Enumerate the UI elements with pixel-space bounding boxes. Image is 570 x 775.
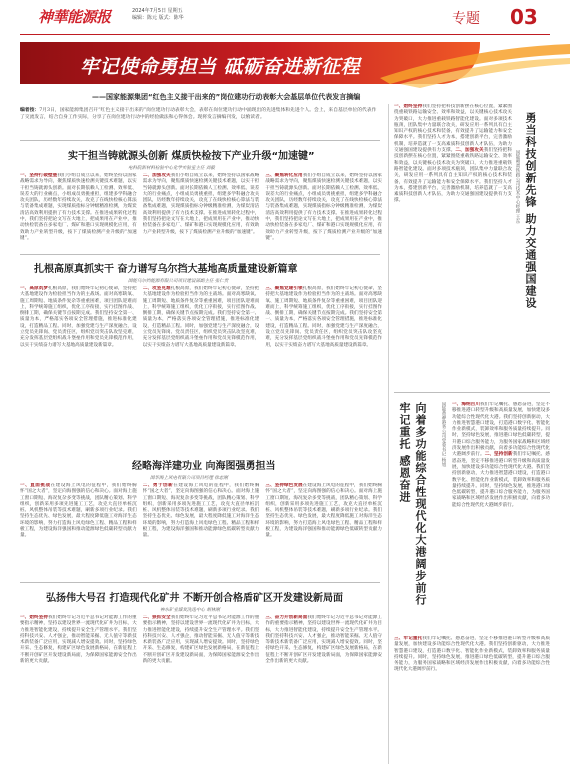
section-heading: 二、狠抓安全 [142, 615, 171, 620]
article-title: 扎根高原真抓实干 奋力谱写乌尔挡大基地高质量建设新篇章 [34, 264, 298, 275]
header-rule [20, 34, 550, 35]
banner [0, 38, 570, 90]
section-heading: 一、海纳百川 [452, 402, 481, 407]
section-heading: 三、坚持绿色发展 [265, 483, 303, 488]
article-column [20, 483, 137, 575]
divider [394, 392, 550, 393]
body-text: 我们牢记嘱托、感恩奋进，坚定不移推进港口转型升级和高质量发展，加快建设多功能综合性现代化大港。我们坚持创新驱动，大力推进智慧港口建设，打造港口数字化、智能化作业新模式，装卸效率和服务质量持续提升。同时，坚持绿色发展，推进港口绿色低碳转型，提升港口综合服务能力，为服务国家战略和区域经济发展作出积极贡献，向着多功能综合性现代化大港阔步前行。 [452, 402, 550, 458]
body-text: 我们小组自成立以来，始终坚持以国家战略需求为导向，聚焦煤质快速检测关键技术难题，以实干担当铸就源头创新。面对长期依赖人工检测、效率低、误差大的行业痛点，小组成员勇挑重担，组建多学科融合攻关团队，历经数年持续攻关，攻克了在线快检核心算法与装备集成难题，实现煤质指标分钟级精准检测，为煤炭清洁高效利用提供了有力技术支撑。在推进成果转化过程中，我们坚持把论文写在大地上，把成果用在产业中，推动快检装备在多家电厂、煤矿和港口实现规模化应用，有效助力产业转型升级，按下了煤质检测产业升级的“加速键”。 [20, 173, 137, 241]
body-text: 我们坚持把科技创新摆在核心位置，紧紧围绕重载铁路运输安全、效率和效益，以关键核心技术攻关为突破口，大力推进重载铁路智能化建设。面对多项技术瓶颈，团队集中力量联合攻关，研发应用一系列具有自主知识产权的核心技术和装备，有效提升了运输能力和安全保障水平。我们坚持人才为本，搭建创新平台，完善激励机制，培养造就了一支高素质科技创新人才队伍，为助力交通强国建设提供有力支撑。 [394, 148, 512, 204]
article-column [394, 104, 512, 384]
article-column [265, 615, 382, 767]
body-text: 扎根高原，我们始终牢记初心使命，坚持把大基地建设作为检验担当作为的主战场。面对高寒缺氧、施工周期短、地质条件复杂等重重困难，项目团队迎难而上，科学统筹施工组织，优化工序衔接，实行挂图作战、倒排工期，确保关键节点按期完成。我们坚持安全第一、质量为本，严格落实各项安全管理措施，推进标准化建设，打造精品工程。同时，加强党建与生产深度融合，设立党员先锋岗、党员责任区，组织党员突击队攻坚克难，充分发挥基层党组织战斗堡垒作用和党员先锋模范作用，以实干实绩奋力谱写大基地高质量建设新篇章。 [20, 286, 137, 348]
article-byline: 国能乌尔挡能源有限公司项目建设部副主任 张仁贵 [128, 279, 229, 284]
article-column [394, 636, 550, 766]
body-text: 我们牢记嘱托、感恩奋进，坚定不移推进港口转型升级和高质量发展，加快建设多功能综合性现代化大港。我们坚持创新驱动，大力推进智慧港口建设，打造港口数字化、智能化作业新模式，装卸效率和服务质量持续提升。同时，坚持绿色发展，推进港口绿色低碳转型，提升港口综合服务能力，为服务国家战略和区域经济发展作出积极贡献，向着多功能综合性现代化大港阔步前行。 [394, 636, 550, 673]
article-title: 向着多功能综合性现代化大港阔步前行 牢记重托 感恩奋进 [398, 402, 427, 606]
divider [20, 254, 380, 255]
article-byline: 国华海上风电有限公司项目经理 徐志刚 [150, 476, 228, 481]
article-body [394, 104, 512, 384]
article-body [452, 402, 550, 632]
section-heading: 一、始终坚持 [20, 615, 49, 620]
section-heading: 二、攻坚克难 [142, 286, 171, 291]
body-text: 在建设海上风电的征程中，我们始终胸怀“国之大者”，坚定向海图强的信心和决心。面对海上施工窗口期短、海况复杂多变等挑战，团队精心策划、科学组织，创新采用多项先进施工工艺，攻克大直径单桩沉桩、风机整体吊装等技术难题，刷新多项行业纪录。我们坚持生态优先、绿色发展，最大程度降低施工对海洋生态环境的影响，努力打造海上风电绿色工程、精品工程和样板工程，为建设海洋强国和推动能源绿色低碳转型贡献力量。 [20, 483, 137, 539]
article-byline: 神东矿业煤炭洗选中心 胡林刚 [160, 608, 220, 613]
banner-slogan: 牢记使命勇担当 砥砺奋进新征程 [80, 56, 361, 78]
article-body [20, 286, 382, 436]
article-column [20, 173, 137, 249]
article-byline: 国能黄骅港务公司党委书记 杨旭 [441, 402, 446, 467]
article-title: 勇当科技创新先锋 助力交通强国建设 [524, 112, 537, 309]
column-divider [388, 104, 389, 764]
editor-note [20, 107, 378, 121]
editor-note-label: 编者按： [20, 107, 40, 113]
section-heading: 一、高原筑梦 [20, 286, 49, 291]
article-byline: 电科院新材料检验中心化学实验室主任 刘毅 [128, 166, 215, 171]
section-heading: 一、始终坚持 [394, 104, 423, 109]
newspaper-logo: 神華能源报 [38, 8, 111, 26]
divider [20, 140, 380, 141]
body-text: 在建设海上风电的征程中，我们始终胸怀“国之大者”，坚定向海图强的信心和决心。面对海上施工窗口期短、海况复杂多变等挑战，团队精心策划、科学组织，创新采用多项先进施工工艺，攻克大直径单桩沉桩、风机整体吊装等技术难题，刷新多项行业纪录。我们坚持生态优先、绿色发展，最大程度降低施工对海洋生态环境的影响，努力打造海上风电绿色工程、精品工程和样板工程，为建设海洋强国和推动能源绿色低碳转型贡献力量。 [142, 483, 260, 539]
article-title: 弘扬伟大号召 打造现代化矿井 不断开创合格盾矿区开发建设新局面 [46, 593, 343, 604]
banner-subhead: ——国家能源集团“红色主义接干出来的”岗位建功行动表彰大会基层单位代表发言摘编 [92, 93, 361, 101]
body-text: 我们始终牢记习近平总书记对能源工作的重要指示精神，坚持以建设世界一流现代化矿井为目标，大力推进智能化建设，持续提升安全生产管理水平。我们坚持科技兴安、人才强企，推动智能采掘、无人值守等新技术新装备广泛应用，实现减人增安提效。同时，坚持绿色开采、生态修复，构建矿区绿色发展新格局，在新征程上不断开创矿区开发建设新局面，为保障国家能源安全作出新的更大贡献。 [265, 615, 383, 665]
article-column [20, 286, 137, 436]
editor-note-text: 7月3日，国家能源集团召开“红色主义接干出来的”岗位建功行动表彰大会，表彰在岗位建功行动中涌现出的先进集体和先进个人。会上，来自基层单位的代表作了交流发言，结合自身工作实际，分享了在岗位建功行动中的经验做法和心得体会。现将发言摘编刊发，以飨读者。 [20, 108, 377, 120]
body-text: 我们牢记嘱托、感恩奋进，坚定不移推进港口转型升级和高质量发展，加快建设多功能综合性现代化大港。我们坚持创新驱动，大力推进智慧港口建设，打造港口数字化、智能化作业新模式，装卸效率和服务质量持续提升。同时，坚持绿色发展，推进港口绿色低碳转型，提升港口综合服务能力，为服务国家战略和区域经济发展作出积极贡献，向着多功能综合性现代化大港阔步前行。 [452, 452, 550, 508]
article-body [20, 173, 382, 249]
article-column [265, 286, 382, 436]
page-number: 03 [510, 5, 538, 29]
article-column [143, 286, 260, 436]
article-column [452, 402, 550, 632]
section-label: 专题 [452, 11, 480, 27]
divider [20, 582, 380, 583]
section-heading: 二、加强攻关 [455, 148, 484, 154]
section-heading: 二、坚持创新 [484, 452, 513, 458]
body-text: 我们坚持把科技创新摆在核心位置，紧紧围绕重载铁路运输安全、效率和效益，以关键核心技术攻关为突破口，大力推进重载铁路智能化建设。面对多项技术瓶颈，团队集中力量联合攻关，研发应用一系列具有自主知识产权的核心技术和装备，有效提升了运输能力和安全保障水平。我们坚持人才为本，搭建创新平台，完善激励机制，培养造就了一支高素质科技创新人才队伍，为助力交通强国建设提供有力支撑。 [394, 104, 512, 154]
article-byline: 国能朔黄铁路公司技术中心经理 王东 [515, 150, 520, 224]
article-column [265, 173, 382, 249]
issue-editor: 编辑：陈元 版式：陈华 [132, 15, 184, 21]
section-heading: 一、直面挑战 [20, 483, 51, 488]
section-heading: 三、牢记重托 [394, 636, 423, 641]
section-heading: 二、加强攻关 [142, 173, 171, 178]
body-text: 扎根高原，我们始终牢记初心使命，坚持把大基地建设作为检验担当作为的主战场。面对高寒缺氧、施工周期短、地质条件复杂等重重困难，项目团队迎难而上，科学统筹施工组织，优化工序衔接，实行挂图作战、倒排工期，确保关键节点按期完成。我们坚持安全第一、质量为本，严格落实各项安全管理措施，推进标准化建设，打造精品工程。同时，加强党建与生产深度融合，设立党员先锋岗、党员责任区，组织党员突击队攻坚克难，充分发挥基层党组织战斗堡垒作用和党员先锋模范作用，以实干实绩奋力谱写大基地高质量建设新篇章。 [142, 286, 260, 348]
article-body [20, 483, 382, 575]
article-column [143, 483, 260, 575]
article-column [143, 173, 260, 249]
article-column [143, 615, 260, 767]
article-title: 经略海洋建功业 向海图强勇担当 [132, 461, 276, 472]
article-column [20, 615, 137, 767]
article-title: 实干担当铸就源头创新 煤质快检按下产业升级“加速键” [68, 151, 315, 162]
body-text: 我们始终牢记习近平总书记对能源工作的重要指示精神，坚持以建设世界一流现代化矿井为目标，大力推进智能化建设，持续提升安全生产管理水平。我们坚持科技兴安、人才强企，推动智能采掘、无人值守等新技术新装备广泛应用，实现减人增安提效。同时，坚持绿色开采、生态修复，构建矿区绿色发展新格局，在新征程上不断开创矿区开发建设新局面，为保障国家能源安全作出新的更大贡献。 [20, 615, 137, 665]
article-body [20, 615, 382, 767]
issue-meta [132, 8, 184, 22]
section-heading: 三、聚焦转化应用 [265, 173, 303, 178]
masthead [0, 0, 570, 36]
section-heading: 三、聚焦党建引领 [265, 286, 303, 291]
issue-date: 2024年7月5日 星期五 [132, 8, 183, 14]
body-text: 我们小组自成立以来，始终坚持以国家战略需求为导向，聚焦煤质快速检测关键技术难题，以实干担当铸就源头创新。面对长期依赖人工检测、效率低、误差大的行业痛点，小组成员勇挑重担，组建多学科融合攻关团队，历经数年持续攻关，攻克了在线快检核心算法与装备集成难题，实现煤质指标分钟级精准检测，为煤炭清洁高效利用提供了有力技术支撑。在推进成果转化过程中，我们坚持把论文写在大地上，把成果用在产业中，推动快检装备在多家电厂、煤矿和港口实现规模化应用，有效助力产业转型升级，按下了煤质检测产业升级的“加速键”。 [142, 173, 260, 235]
article-body [394, 636, 550, 766]
body-text: 在建设海上风电的征程中，我们始终胸怀“国之大者”，坚定向海图强的信心和决心。面对海上施工窗口期短、海况复杂多变等挑战，团队精心策划、科学组织，创新采用多项先进施工工艺，攻克大直径单桩沉桩、风机整体吊装等技术难题，刷新多项行业纪录。我们坚持生态优先、绿色发展，最大程度降低施工对海洋生态环境的影响，努力打造海上风电绿色工程、精品工程和样板工程，为建设海洋强国和推动能源绿色低碳转型贡献力量。 [265, 483, 383, 539]
article-column [265, 483, 382, 575]
banner-swoosh-icon [380, 38, 570, 88]
section-heading: 一、坚持打破壁垒 [20, 173, 58, 178]
section-heading: 三、奋力开创新局面 [265, 615, 308, 620]
body-text: 我们小组自成立以来，始终坚持以国家战略需求为导向，聚焦煤质快速检测关键技术难题，以实干担当铸就源头创新。面对长期依赖人工检测、效率低、误差大的行业痛点，小组成员勇挑重担，组建多学科融合攻关团队，历经数年持续攻关，攻克了在线快检核心算法与装备集成难题，实现煤质指标分钟级精准检测，为煤炭清洁高效利用提供了有力技术支撑。在推进成果转化过程中，我们坚持把论文写在大地上，把成果用在产业中，推动快检装备在多家电厂、煤矿和港口实现规模化应用，有效助力产业转型升级，按下了煤质检测产业升级的“加速键”。 [265, 173, 383, 241]
body-text: 扎根高原，我们始终牢记初心使命，坚持把大基地建设作为检验担当作为的主战场。面对高寒缺氧、施工周期短、地质条件复杂等重重困难，项目团队迎难而上，科学统筹施工组织，优化工序衔接，实行挂图作战、倒排工期，确保关键节点按期完成。我们坚持安全第一、质量为本，严格落实各项安全管理措施，推进标准化建设，打造精品工程。同时，加强党建与生产深度融合，设立党员先锋岗、党员责任区，组织党员突击队攻坚克难，充分发挥基层党组织战斗堡垒作用和党员先锋模范作用，以实干实绩奋力谱写大基地高质量建设新篇章。 [265, 286, 383, 348]
section-heading: 二、勇于创新 [142, 483, 174, 488]
body-text: 我们始终牢记习近平总书记对能源工作的重要指示精神，坚持以建设世界一流现代化矿井为目标，大力推进智能化建设，持续提升安全生产管理水平。我们坚持科技兴安、人才强企，推动智能采掘、无人值守等新技术新装备广泛应用，实现减人增安提效。同时，坚持绿色开采、生态修复，构建矿区绿色发展新格局，在新征程上不断开创矿区开发建设新局面，为保障国家能源安全作出新的更大贡献。 [142, 615, 260, 665]
